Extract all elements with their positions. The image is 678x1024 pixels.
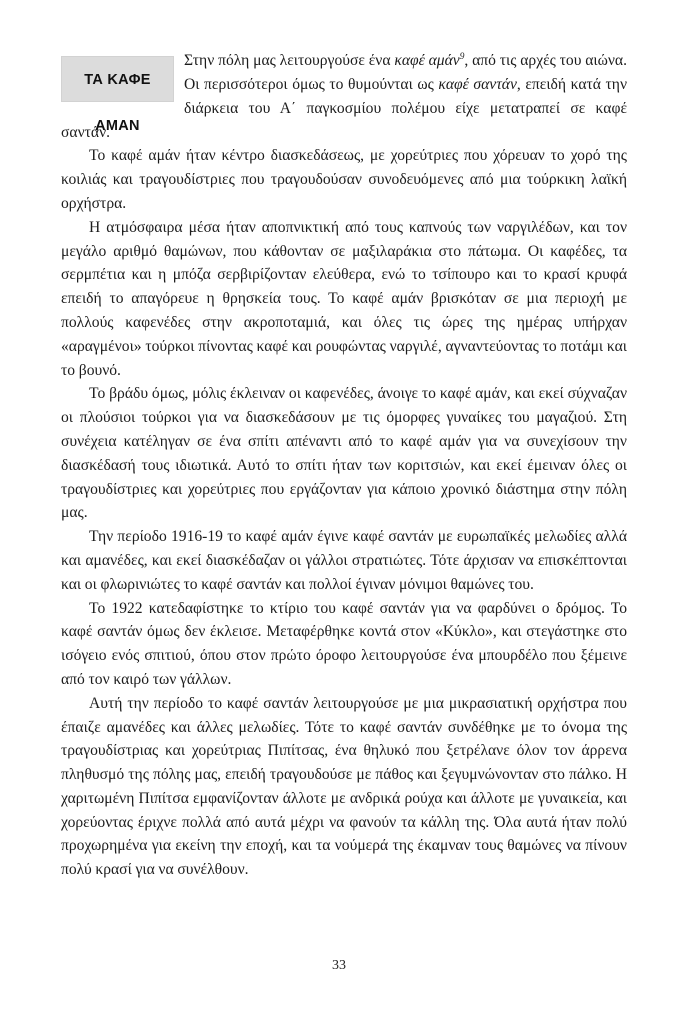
italic-term: καφέ αμάν [394,52,460,70]
text-run: Στην πόλη μας λειτουργούσε ένα [184,52,395,70]
paragraph-5 [61,525,627,596]
italic-term: καφέ σαντάν [438,75,517,93]
paragraph-4 [61,382,627,525]
text-run: Αυτή την περίοδο το καφέ σαντάν λειτουργούσε με μια μικρασιατική ορχήστρα που έπαιζε αμανέδες και άλλες μελωδίες. Τότε το καφέ σαντάν συνδέθηκε με το όνομα της τραγουδίστριας και χορεύτριας Πιπίτσας, ένα θηλυκό που ξετρέλανε όλον τον άρρενα πληθυσμό της πόλης μας, επειδή τραγουδούσε με πάθος και ξεγυμνώνονταν στο πάλκο. Η χαριτωμένη Πιπίτσα εμφανίζονταν άλλοτε με ανδρικά ρούχα και άλλοτε με γυναικεία, και χορεύοντας έριχνε πολλά από αυτά μέχρι να φανούν τα κάλλη της. Όλα αυτά ήταν πολύ προχωρημένα για εκείνη την εποχή, και τα νούμερά της έκαμναν τους θαμώνες να πίνουν πολύ κρασί για να συνέλθουν. [61,694,627,879]
page-number: 33 [332,958,346,973]
text-run: Το 1922 κατεδαφίστηκε το κτίριο του καφέ σαντάν για να φαρδύνει ο δρόμος. Το καφέ σαντάν όμως δεν έκλεισε. Μεταφέρθηκε κοντά στον «Κύκλο», και στεγάστηκε στο ισόγειο ενός σπιτιού, όπου στον πρώτο όροφο λειτουργούσε ένα μπουρδέλο που ξέμεινε από τον καιρό των γάλλων. [61,599,627,688]
paragraph-7 [61,692,627,882]
text-run: Το βράδυ όμως, μόλις έκλειναν οι καφενέδες, άνοιγε το καφέ αμάν, και εκεί σύχναζαν οι πλούσιοι τούρκοι για να διασκεδάσουν με τις όμορφες γυναίκες του μαγαζιού. Στη συνέχεια κατέληγαν σε ένα σπίτι απέναντι από το καφέ αμάν για να συνεχίσουν την διασκέδασή τους ιδιωτικά. Αυτό το σπίτι ήταν των κοριτσιών, και εκεί έμειναν όλες οι τραγουδίστριες και χορεύτριες που εργάζονταν για κάποιο χρονικό διάστημα στην πόλη μας. [61,385,627,522]
text-run: Την περίοδο 1916-19 το καφέ αμάν έγινε καφέ σαντάν με ευρωπαϊκές μελωδίες αλλά και αμανέδες, και εκεί διασκέδαζαν οι γάλλοι στρατιώτες. Τότε άρχισαν να επισκέπτονται και οι φλωρινιώτες το καφέ σαντάν και πολλοί έγιναν μόνιμοι θαμώνες του. [61,528,627,593]
paragraph-3 [61,216,627,383]
text-run: Το καφέ αμάν ήταν κέντρο διασκεδάσεως, με χορεύτριες που χόρευαν το χορό της κοιλιάς και τραγουδίστριες που τραγουδούσαν συνοδευόμενες από μια τούρκικη λαϊκή ορχήστρα. [61,147,627,212]
text-run: , επειδή κατά την διάρκεια του Α΄ παγκοσμίου πολέμου είχε μετατραπεί σε καφέ σαντάν. [61,75,628,141]
footnote-marker: 9 [459,52,465,62]
section-heading: ΤΑ ΚΑΦΕ ΑΜΑΝ [61,56,174,102]
paragraph-6 [61,597,627,692]
paragraph-2 [61,144,627,215]
text-run: , από τις αρχές του αιώνα. Οι περισσότεροι όμως το θυμούνται ως [184,52,628,93]
text-run: Η ατμόσφαιρα μέσα ήταν αποπνικτική από τους καπνούς των ναργιλέδων, και τον μεγάλο αριθμό θαμώνων, που κάθονταν σε μαξιλαράκια στο πάτωμα. Οι καφέδες, τα σερμπέτια και η μπόζα σερβιρίζονταν ελεύθερα, ενώ το τσίπουρο και το κρασί κρυφά επειδή το απαγόρευε η θρησκεία τους. Το καφέ αμάν βρισκόταν σε μια περιοχή με πολλούς καφενέδες στην ακροποταμιά, και όλες τις ώρες της ημέρας υπήρχαν «αραγμένοι» τούρκοι πίνοντας καφέ και ρουφώντας ναργιλέ, αγναντεύοντας το ποτάμι και το βουνό. [61,218,627,379]
page-body [61,46,627,882]
